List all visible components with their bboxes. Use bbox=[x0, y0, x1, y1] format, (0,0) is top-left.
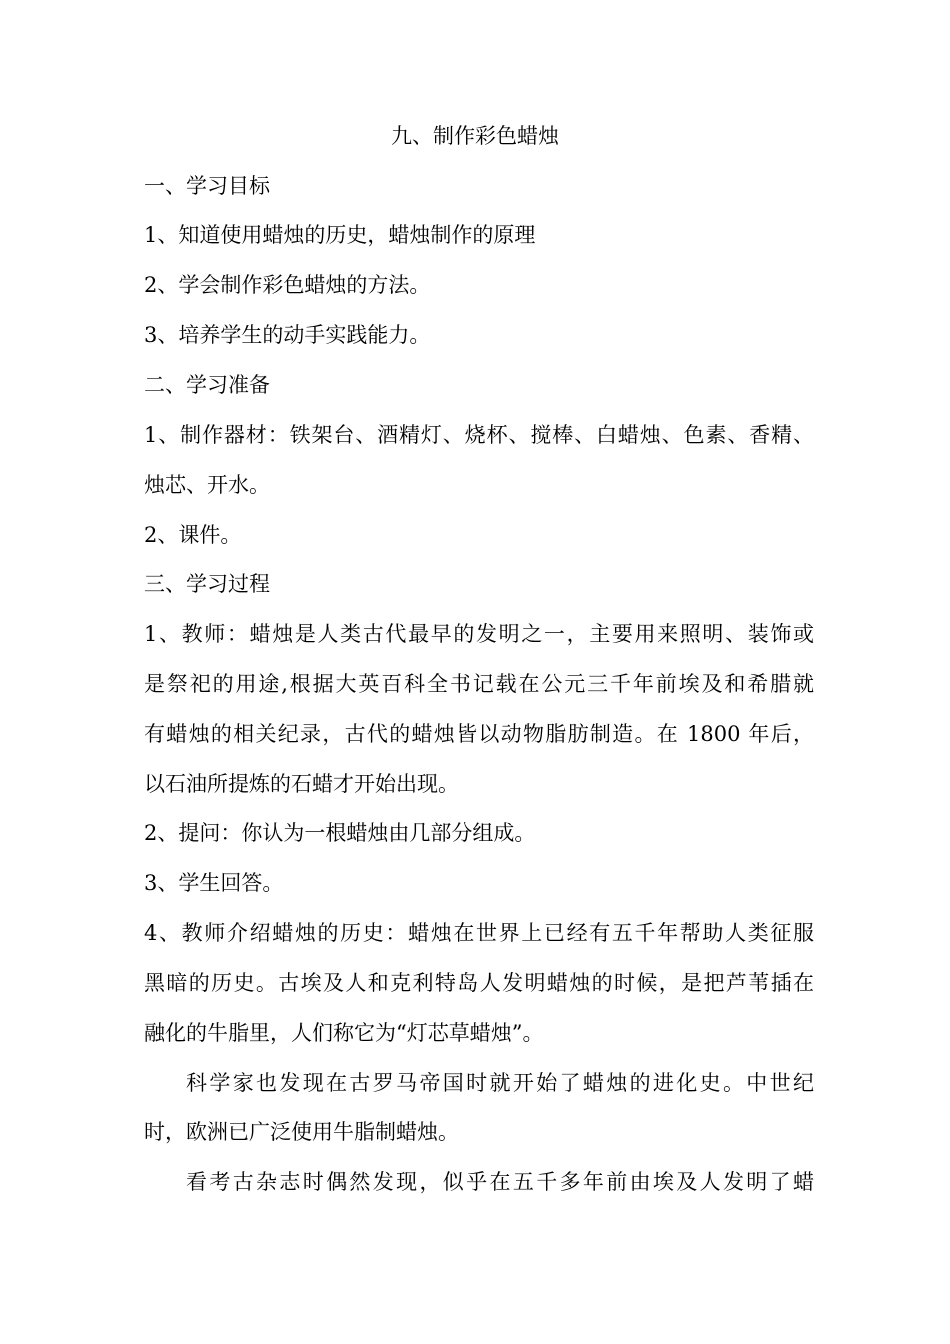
document-title: 九、制作彩色蜡烛 bbox=[391, 124, 559, 148]
process-item-4-line-1: 4、教师介绍蜡烛的历史：蜡烛在世界上已经有五千年帮助人类征服 bbox=[144, 921, 814, 945]
goal-item-1: 1、知道使用蜡烛的历史，蜡烛制作的原理 bbox=[144, 223, 536, 247]
process-item-1-line-3: 有蜡烛的相关纪录，古代的蜡烛皆以动物脂肪制造。在 1800 年后， bbox=[144, 722, 814, 746]
process-item-1-line-4: 以石油所提炼的石蜡才开始出现。 bbox=[144, 772, 459, 796]
goal-item-3: 3、培养学生的动手实践能力。 bbox=[144, 323, 431, 347]
process-item-4-line-2: 黑暗的历史。古埃及人和克利特岛人发明蜡烛的时候，是把芦苇插在 bbox=[144, 971, 814, 995]
paragraph-archaeology-line-1: 看考古杂志时偶然发现，似乎在五千多年前由埃及人发明了蜡 bbox=[186, 1170, 814, 1194]
process-item-3: 3、学生回答。 bbox=[144, 871, 284, 895]
process-item-4-line-3: 融化的牛脂里，人们称它为“灯芯草蜡烛”。 bbox=[144, 1021, 544, 1045]
goal-item-2: 2、学会制作彩色蜡烛的方法。 bbox=[144, 273, 431, 297]
process-item-2: 2、提问：你认为一根蜡烛由几部分组成。 bbox=[144, 821, 536, 845]
section-heading-goals: 一、学习目标 bbox=[144, 174, 270, 198]
process-item-1-line-2: 是祭祀的用途,根据大英百科全书记载在公元三千年前埃及和希腊就 bbox=[144, 672, 814, 696]
preparation-item-1-line-1: 1、制作器材：铁架台、酒精灯、烧杯、搅棒、白蜡烛、色素、香精、 bbox=[144, 423, 814, 447]
process-item-1-line-1: 1、教师：蜡烛是人类古代最早的发明之一，主要用来照明、装饰或 bbox=[144, 622, 814, 646]
section-heading-process: 三、学习过程 bbox=[144, 572, 270, 596]
preparation-item-2: 2、课件。 bbox=[144, 523, 242, 547]
paragraph-rome-line-1: 科学家也发现在古罗马帝国时就开始了蜡烛的进化史。中世纪 bbox=[186, 1071, 814, 1095]
preparation-item-1-line-2: 烛芯、开水。 bbox=[144, 473, 270, 497]
paragraph-rome-line-2: 时，欧洲已广泛使用牛脂制蜡烛。 bbox=[144, 1120, 459, 1144]
section-heading-preparation: 二、学习准备 bbox=[144, 373, 270, 397]
